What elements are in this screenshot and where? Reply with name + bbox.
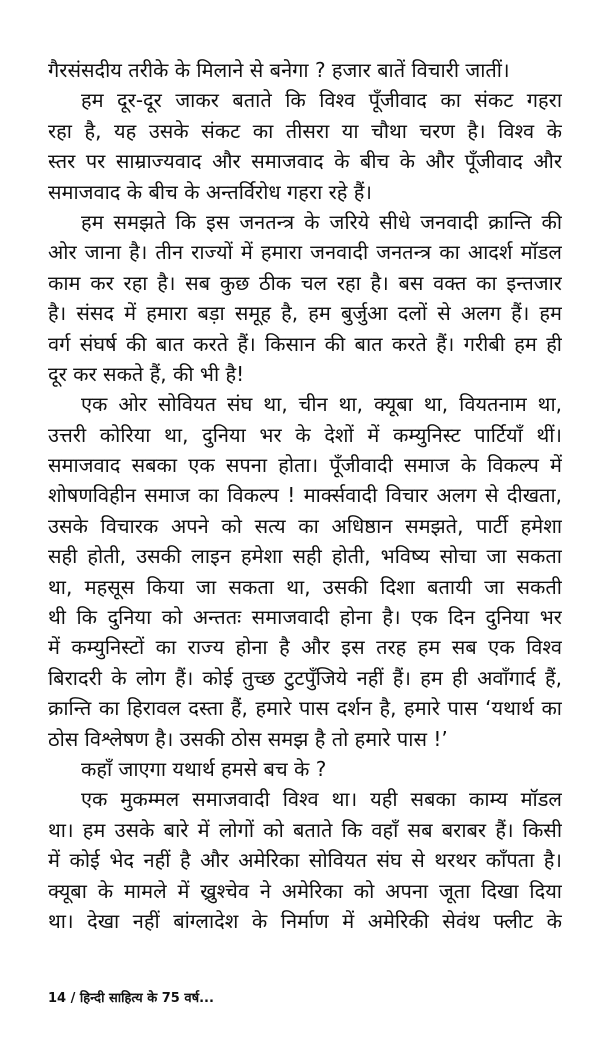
text-line: रहा है, यह उसके संकट का तीसरा या चौथा चरण है। विश्व के [48, 118, 562, 143]
paragraph [48, 754, 562, 784]
text-line: बिरादरी के लोग हैं। कोई तुच्छ टुटपुँजिये नहीं हैं। हम ही अवाँगार्द हैं, [48, 665, 562, 690]
text-line: काम कर रहा है। सब कुछ ठीक चल रहा है। बस वक्त का इन्तजार [48, 270, 562, 295]
page-body [48, 55, 562, 936]
text-line: उसके विचारक अपने को सत्य का अधिष्ठान समझते, पार्टी हमेशा [48, 513, 562, 538]
text-line: है। संसद में हमारा बड़ा समूह है, हम बुर्जुआ दलों से अलग हैं। हम [48, 301, 562, 326]
paragraph [48, 389, 562, 754]
paragraph [48, 55, 562, 85]
text-line: एक मुकम्मल समाजवादी विश्व था। यही सबका काम्य मॉडल [81, 787, 562, 812]
text-line: थी कि दुनिया को अन्ततः समाजवादी होना है। एक दिन दुनिया भर [48, 605, 562, 630]
paragraph [48, 207, 562, 389]
text-line: दूर कर सकते हैं, की भी है! [48, 361, 245, 386]
text-line: क्यूबा के मामले में ख्रुश्चेव ने अमेरिका को अपना जूता दिखा दिया [48, 878, 562, 903]
text-line: समाजवाद के बीच के अन्तर्विरोध गहरा रहे हैं। [48, 179, 372, 204]
text-line: समाजवाद सबका एक सपना होता। पूँजीवादी समाज के विकल्प में [48, 453, 562, 478]
text-line: ठोस विश्लेषण है। उसकी ठोस समझ है तो हमारे पास !’ [48, 726, 448, 751]
text-line: में कम्युनिस्टों का राज्य होना है और इस तरह हम सब एक विश्व [48, 635, 562, 660]
text-line: सही होती, उसकी लाइन हमेशा सही होती, भविष्य सोचा जा सकता [48, 544, 562, 569]
text-line: हम दूर-दूर जाकर बताते कि विश्व पूँजीवाद का संकट गहरा [81, 88, 562, 113]
text-line: उत्तरी कोरिया था, दुनिया भर के देशों में कम्युनिस्ट पार्टियाँ थीं। [48, 422, 562, 447]
text-line: था। देखा नहीं बांग्लादेश के निर्माण में अमेरिकी सेवंथ फ्लीट के [48, 908, 562, 933]
text-line: स्तर पर साम्राज्यवाद और समाजवाद के बीच के और पूँजीवाद और [48, 149, 562, 174]
text-line: कहाँ जाएगा यथार्थ हमसे बच के ? [81, 756, 327, 781]
text-line: में कोई भेद नहीं है और अमेरिका सोवियत संघ से थरथर काँपता है। [48, 848, 562, 873]
text-line: ओर जाना है। तीन राज्यों में हमारा जनवादी जनतन्त्र का आदर्श मॉडल [48, 240, 562, 265]
text-line: एक ओर सोवियत संघ था, चीन था, क्यूबा था, वियतनाम था, [81, 392, 562, 417]
page-footer: 14 / हिन्दी साहित्य के 75 वर्ष... [48, 991, 214, 1006]
text-line: वर्ग संघर्ष की बात करते हैं। किसान की बात करते हैं। गरीबी हम ही [48, 331, 562, 356]
text-line: था, महसूस किया जा सकता था, उसकी दिशा बतायी जा सकती [48, 574, 562, 599]
text-line: शोषणविहीन समाज का विकल्प ! मार्क्सवादी विचार अलग से दीखता, [48, 483, 562, 508]
text-line: क्रान्ति का हिरावल दस्ता हैं, हमारे पास दर्शन है, हमारे पास ‘यथार्थ का [48, 696, 562, 721]
paragraph [48, 85, 562, 207]
text-line: गैरसंसदीय तरीके के मिलाने से बनेगा ? हजार बातें विचारी जातीं। [48, 58, 510, 82]
paragraph [48, 784, 562, 936]
text-line: हम समझते कि इस जनतन्त्र के जरिये सीधे जनवादी क्रान्ति की [81, 209, 562, 234]
text-line: था। हम उसके बारे में लोगों को बताते कि वहाँ सब बराबर हैं। किसी [48, 817, 562, 842]
